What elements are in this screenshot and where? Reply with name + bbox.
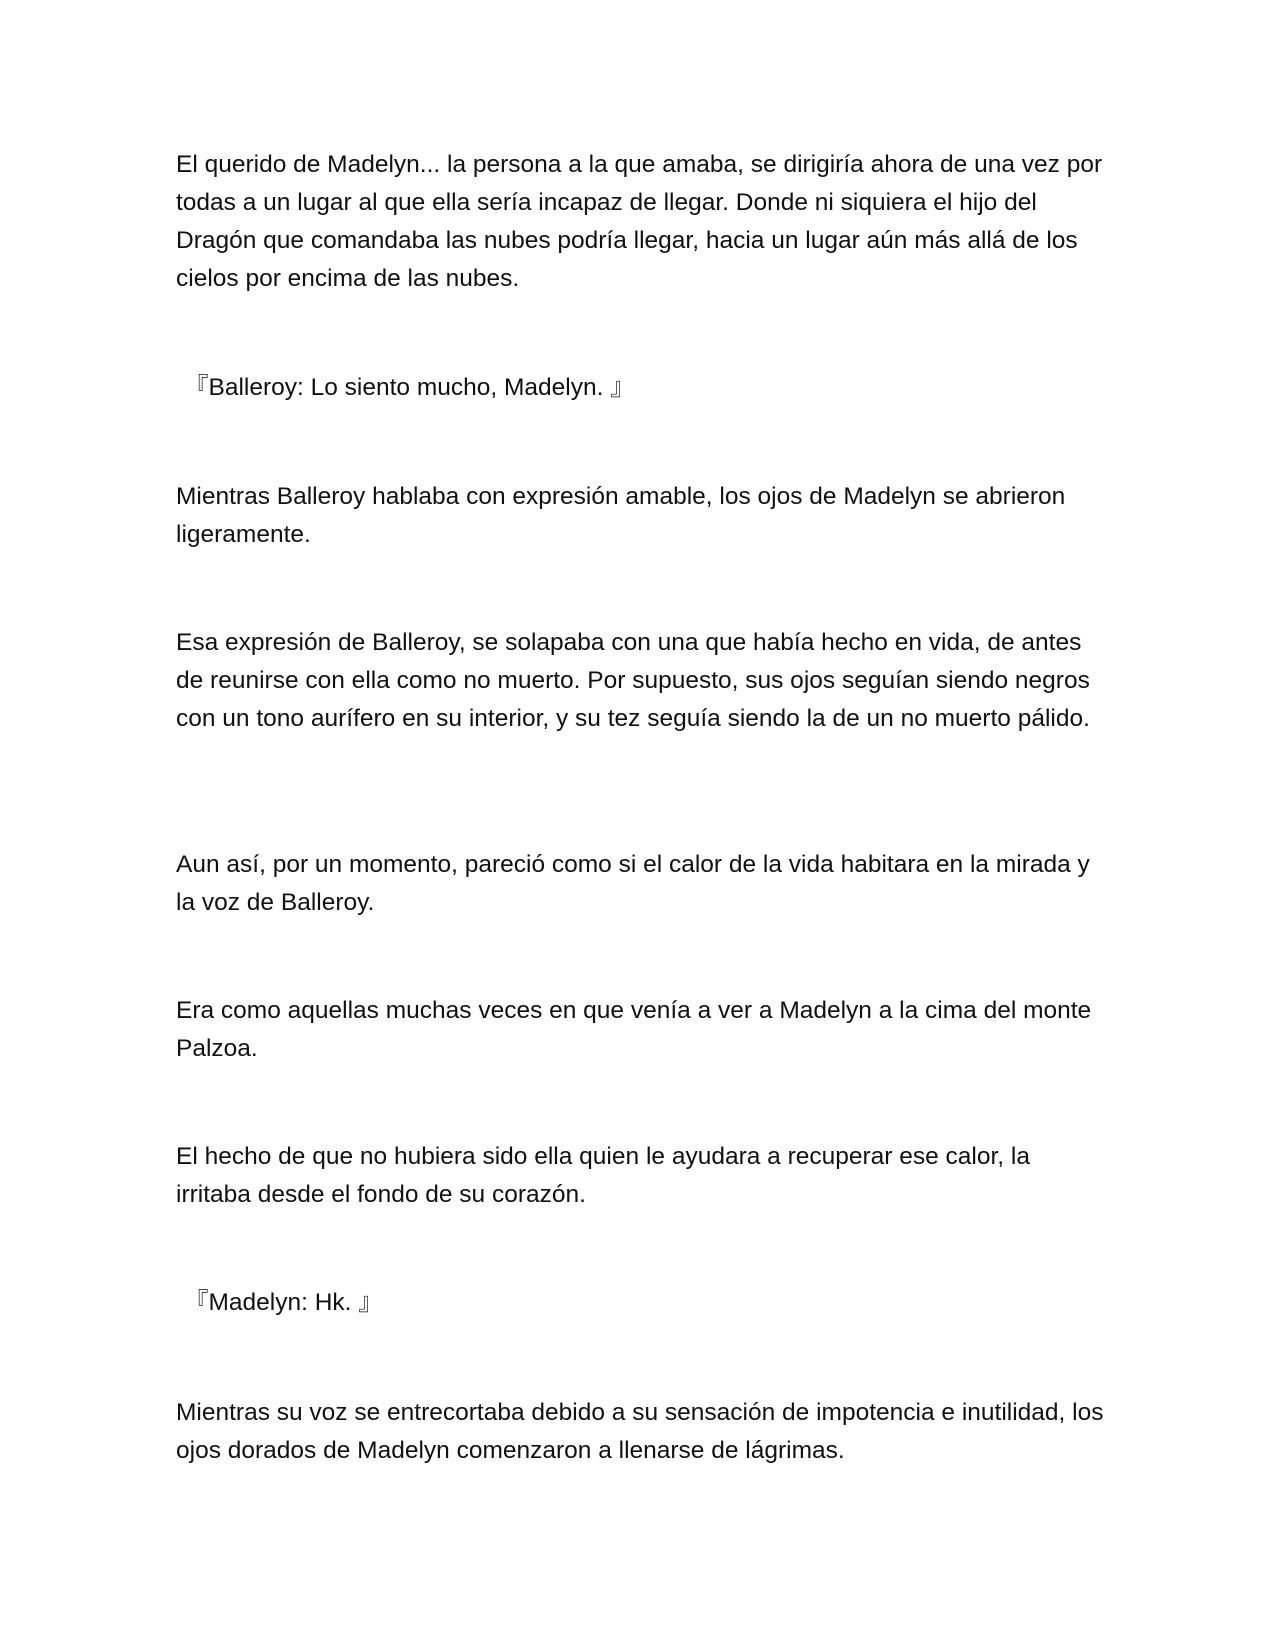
paragraph-3: Esa expresión de Balleroy, se solapaba con una que había hecho en vida, de antes de reunirse con ella como no muerto. Por supuesto, sus ojos seguían siendo negros con un tono aurífero en su interior, y su tez seguía siendo la de un no muerto pálido. [176,629,1090,732]
paragraph-7: Mientras su voz se entrecortaba debido a su sensación de impotencia e inutilidad, los ojos dorados de Madelyn comenzaron a llenarse de lágrimas. [176,1399,1104,1464]
paragraph-4: Aun así, por un momento, pareció como si el calor de la vida habitara en la mirada y la voz de Balleroy. [176,851,1090,916]
paragraph-1: El querido de Madelyn... la persona a la que amaba, se dirigiría ahora de una vez por todas a un lugar al que ella sería incapaz de llegar. Donde ni siquiera el hijo del Dragón que comandaba las nubes podría llegar, hacia un lugar aún más allá de los cielos por encima de las nubes. [176,151,1103,292]
paragraph-2: Mientras Balleroy hablaba con expresión amable, los ojos de Madelyn se abrieron ligeramente. [176,483,1066,548]
paragraph-6: El hecho de que no hubiera sido ella quien le ayudara a recuperar ese calor, la irritaba desde el fondo de su corazón. [176,1143,1030,1208]
dialogue-balleroy: 『Balleroy: Lo siento mucho, Madelyn. 』 [184,374,635,401]
paragraph-5: Era como aquellas muchas veces en que venía a ver a Madelyn a la cima del monte Palzoa. [176,997,1092,1062]
dialogue-madelyn: 『Madelyn: Hk. 』 [184,1289,383,1316]
